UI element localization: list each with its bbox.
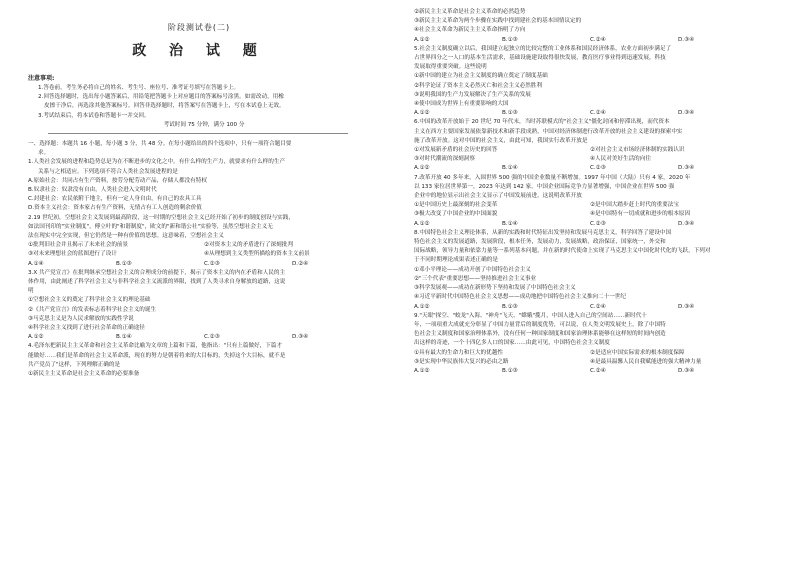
option-item: ③对未来理想社会的蓝图进行了设计 [28,251,117,258]
option-line: ①邓小平理论——成功开创了中国特色社会主义 [414,266,531,273]
option-line: C.封建社会：农民依附于地主，但有一定人身自由，有自己的农具工具 [28,196,202,203]
answer-choice: B.①③ [502,367,518,374]
option-item: ②对社会主义市场经济体制的实践认识 [590,147,685,154]
option-item: ④是中国特有一切成就和进步的根本原因 [590,211,691,218]
answer-choice: B.①③ [502,303,518,310]
option-line: ②科学论证了资本主义必然灭亡和社会主义必然胜利 [414,82,543,89]
section-intro: 求。 [38,150,50,157]
option-item: ②对资本主义的矛盾进行了深刻批判 [204,242,293,249]
question-9 [414,312,766,376]
question-text: 发展取得重要突破。这些说明 [414,64,487,71]
question-text: 8.中国特色社会主义理论体系，从新的实践和时代特征出发坚持和发展马克思主义，科学回答了建设中国 [414,229,672,236]
notice-heading: 注意事项: [28,75,55,82]
question-3 [28,269,380,343]
answer-choice: D.③④ [678,220,695,227]
question-text: 明 [28,288,34,295]
question-4-continued [414,8,766,45]
question-text: 法在现实中完全实现，但它仍然是一种有价值的思想。这意味着，空想社会主义 [28,233,224,240]
answer-row [28,260,380,269]
option-item: ①对发展新矛盾的社会历史的回答 [414,147,498,154]
question-4 [28,342,380,379]
option-line: D.资本主义社会：资本家占有生产资料，无情占有工人创造的剩余价值 [28,205,202,212]
answer-choice: B.①③ [116,260,132,267]
question-text: 体作用，由此阐述了科学社会主义与非科学社会主义流派的界限，找到了人类寻求自身解放的道路，这说 [28,279,286,286]
question-1 [28,158,380,213]
answer-row [414,220,766,229]
answer-choice: A.①② [414,303,430,310]
question-text: 企业中的地位显示出社会主义显示了中国发展前进，这说明改革开放 [414,193,582,200]
section-divider [48,133,348,134]
question-6 [414,118,766,173]
option-item: ①具有最大的生命力和巨大的优越性 [414,349,503,356]
answer-choice: C.②④ [590,36,606,43]
question-text: 6.中国的改革开放始于 20 世纪 70 年代末，当时苏联模式的"社会主义"僵化封闭和停滞出现，而代资本 [414,119,670,126]
option-row [414,358,766,367]
question-8 [414,229,766,312]
option-row [414,146,766,155]
left-column [28,22,380,379]
answer-choice: C.②③ [590,220,606,227]
question-2 [28,214,380,269]
question-text: 3.X 共产党宣言》在批判继承空想社会主义的合理成分的前提下，揭示了资本主义的内在矛盾和人民的主 [28,269,286,276]
answer-choice: D.③④ [678,165,695,172]
option-item: ②是中国大踏步赶上时代的重要法宝 [590,202,679,209]
exam-time: 考试时间 75 分钟，满分 100 分 [163,121,245,128]
answer-choice: D.③④ [678,367,695,374]
option-row [414,201,766,210]
answer-row [414,109,766,118]
question-text: 占世界四分之一人口的基本生活需求，基础设施建设取得很快发展，教育医疗事业得到迅速发展，科技 [414,55,666,62]
option-line: ③马克思主义是为人民求解放的实践性学说 [28,315,134,322]
option-row [28,241,380,250]
option-line: ④使中国成为世界上有重要影响的大国 [414,101,509,108]
answer-choice: A.①② [414,165,430,172]
answer-choice: B.①④ [502,165,518,172]
answer-choice: B.①③ [502,110,518,117]
option-item: ④是最具温馨人民自我赋能进的强大精神力量 [590,358,702,365]
answer-choice: C.②④ [590,367,606,374]
answer-choice: B.①④ [502,220,518,227]
answer-choice: A.①② [414,36,430,43]
answer-choice: A.①② [28,334,44,341]
answer-choice: D.③④ [678,110,695,117]
question-text: 共产党员了"这样，下列理解正确的是 [28,361,121,368]
notice-item: 1.答卷前，考生务必将自己的姓名、考生号、座位号、准考证号填写在答题卡上。 [38,85,240,91]
answer-choice: B.①③ [502,36,518,43]
answer-choice: C.②③ [204,260,220,267]
answer-row [414,303,766,312]
option-item: ④人民对美好生活的向往 [590,156,651,163]
option-item: ③对时代潮流的深刻洞察 [414,156,475,163]
option-line: ④习近平新时代中国特色社会主义思想——成功地把中国特色社会主义推向二十一世纪 [414,294,626,301]
answer-row [28,333,380,342]
question-text: 9."天眼"探空、"蛟龙"入海、"神舟"飞天、"嫦娥"揽月，中国人进入自己的空间站……新时代十 [414,312,647,319]
answer-choice: C.②④ [590,110,606,117]
option-row [28,250,380,259]
option-line: ③新民主主义革命为两个步骤在实践中找到建社会的基本国情议定的 [414,18,582,25]
option-line: ①新民主主义革命是社会主义革命的必要准备 [28,371,140,378]
question-7 [414,174,766,229]
answer-choice: A.①② [414,367,430,374]
question-text: 出这样的奇迹，一个十四亿多人口的国家……由此可见，中国特色社会主义制度 [414,340,610,347]
option-item: ①批判旧社会并且揭示了未来社会的前景 [28,242,129,249]
question-text: 主义在西方主要国家发展依靠新技术和新手段成熟，中国对经济体制进行改革开放的社会主义建设的探索中实 [414,128,683,135]
answer-row [414,36,766,45]
answer-row [414,367,766,376]
option-line: ②《共产党宣言》的发表标志着科学社会主义的诞生 [28,306,157,313]
exam-title: 政 治 试 题 [132,43,266,59]
question-text: 能做好……我们是革命的社会主义革命派，现在的努力是朝着将来的大目标的，失掉这个大目标，就不是 [28,352,286,359]
option-line: ④社会主义革命为新民主主义革命指明了方向 [414,27,526,34]
exam-subtitle: 阶段测试卷(二) [167,23,231,32]
answer-choice: A.①② [414,110,430,117]
question-text: 施了改革开放。这对中国的社会主义，由此可知，我国实行改革开放是 [414,137,588,144]
question-text: 年，一项项重大成就充分彰显了中国力量背后的制度优势，可以说，在人类文明发展史上，除了中国特 [414,321,666,328]
option-item: ②是适应中国实际需求的根本制度保障 [590,349,685,356]
answer-choice: C.②③ [204,334,220,341]
question-text: 5.社会主义制度确立以后，我国建立起独立的比较完整的工业体系和国民经济体系，农业方面初步满足了 [414,45,672,52]
question-text: 国际战略，领导力量和依靠力量等一系列基本问题，并在新的时代使命上实现了马克思主义中国化时代化的飞跃，下列对 [414,248,711,255]
right-column [414,8,766,376]
answer-choice: D.③④ [678,303,695,310]
notice-item: 2.回答选择题时，选出每小题答案后，用铅笔把答题卡上对应题目的答案标号涂黑。如需改动，用橡 [38,94,284,101]
question-text: 色社会主义制度和国家治理体系外，没有任何一种国家制度和国家治理体系能够在这样短的时间内创造 [414,331,666,338]
option-row [414,210,766,219]
answer-choice: C.②③ [590,165,606,172]
option-item: ③是实现中华民族伟大复兴的必由之路 [414,358,509,365]
answer-row [414,164,766,173]
option-line: A.原始社会：共同占有生产资料，按劳分配劳动产品，存储人都没有特权 [28,177,207,184]
option-line: B.奴隶社会：奴隶没有自由，人类社会进入文明时代 [28,187,157,194]
option-line: ②"三个代表"重要思想——坚持推进社会主义事业 [414,275,537,282]
answer-choice: D.③④ [678,36,695,43]
option-item: ③极大改变了中国企业的中国面貌 [414,211,498,218]
answer-choice: A.①② [414,220,430,227]
option-line: ④科学社会主义找到了进行社会革命的正确途径 [28,325,145,332]
notice-item: 3.考试结束后，将本试卷和答题卡一并交回。 [38,112,150,119]
question-text: 于不同时期理论成果表述正确的是 [414,257,498,264]
question-5 [414,45,766,119]
option-line: ①空想社会主义的奠定了科学社会主义的理论基础 [28,297,151,304]
question-text: 4.毛泽东把新民主主义革命和社会主义革命比喻为文章的上篇和下篇，他指出："只有上篇做好，下篇才 [28,343,283,350]
question-text: 如法国刊印的"实业制度"，傅立叶的"和谐制度"，欧文的"新和谐公社"实验等，虽然空想社会主义无 [28,223,273,230]
question-text: 以 133 家位居世界第一，2023 年达到 142 家。中国企业国际竞争力显著增强，中国企业在世界 500 强 [414,183,675,190]
answer-choice: C.②④ [590,303,606,310]
option-row [414,349,766,358]
answer-choice: B.①④ [116,334,132,341]
option-item: ④从理想到主义类型所描绘的资本主义前景 [204,251,310,258]
option-item: ①是中国历史上最深刻的社会变革 [414,202,498,209]
question-text: 7.改革开放 40 多年来，入围世界 500 强的中国企业数量不断增加。1997 年中国（大陆）只有 4 家，2020 年 [414,174,691,181]
answer-choice: D.②④ [292,260,309,267]
question-text: 2.19 世纪初，空想社会主义发展到最高阶段，这一时期的空想社会主义已经开始了初步的制度创设与实践， [28,214,294,221]
section-intro: 一、选择题：本题共 16 小题，每小题 3 分，共 48 分。在每小题给出的四个选项中，只有一项符合题目要 [28,141,292,148]
question-text: 1.人类社会发展的进程和趋势总是为在不断进步的文化之中。有什么样的生产力，就要求有什么样的生产 [28,159,286,166]
option-line: ②新民主主义革命是社会主义革命的必然趋势 [414,9,526,15]
notice-item: 皮擦干净后，再选涂其他答案标号。回答非选择题时，将答案写在答题卡上，写在本试卷上无效。 [44,103,285,110]
option-line: ③说明我国的生产力发展解决了生产关系的发展 [414,91,531,98]
question-text: 特色社会主义的发展道路，发展阶段，根本任务，发展动力，发展战略，政治保证，国家统一，外交和 [414,239,666,246]
answer-choice: D.③④ [292,334,309,341]
option-row [414,155,766,164]
question-text: 关系与之相适应。下列选项不符合人类社会发展进程的是 [38,168,178,175]
option-line: ①新中国的建立为社会主义制度的确立奠定了制度基础 [414,73,548,80]
option-line: ③科学发展观——成功在新形势下坚持和发展了中国特色社会主义 [414,285,576,292]
answer-choice: A.①④ [28,260,44,267]
